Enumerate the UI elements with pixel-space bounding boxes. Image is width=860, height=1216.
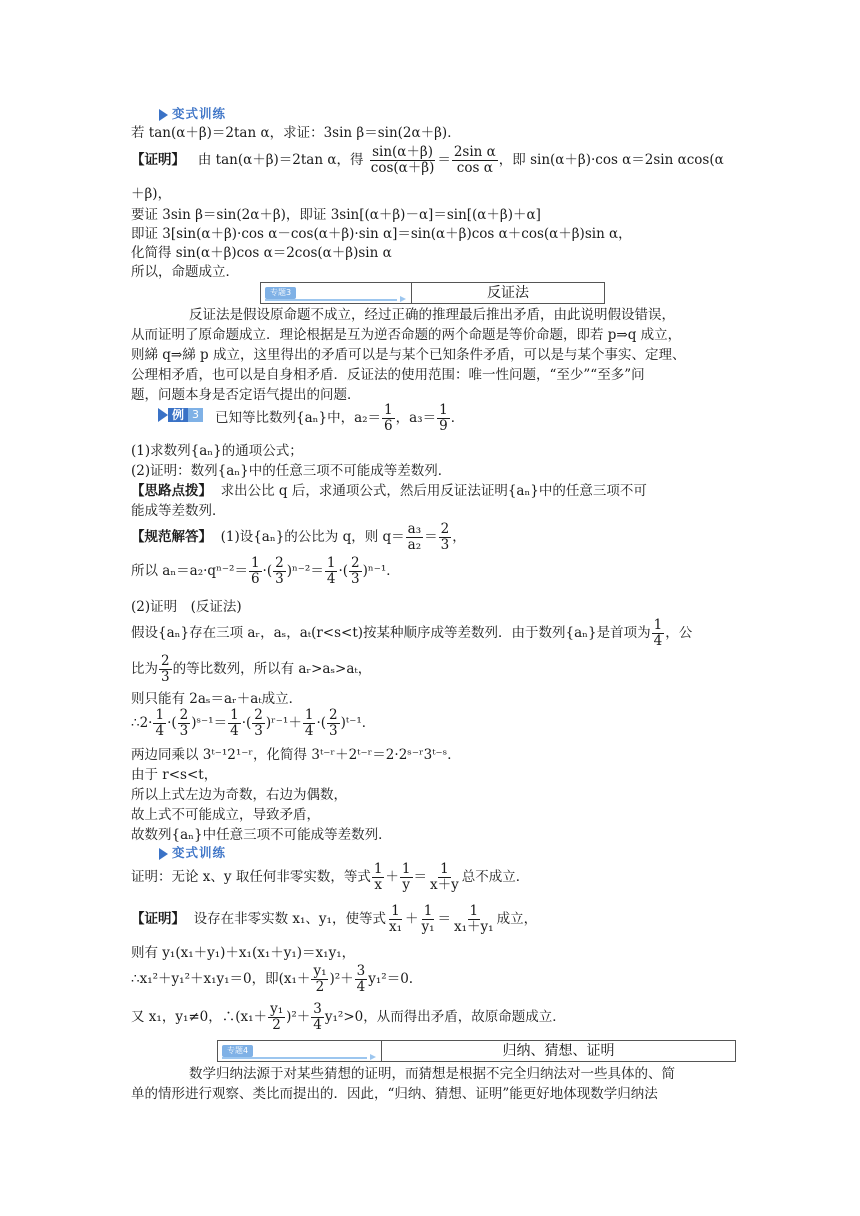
section3-para-line2: 从而证明了原命题成立．理论根据是互为逆否命题的两个命题是等价命题，即若 p⇒q 成立， bbox=[131, 327, 682, 343]
exercise1-proof-line5: 化简得 sin(α＋β)cos α＝2cos(α＋β)sin α bbox=[131, 245, 392, 261]
fraction: $\frac{\text{2sin α}}{\text{cos α}}$ bbox=[453, 144, 496, 176]
example3-proof-line8: 故上式不可能成立，导致矛盾， bbox=[131, 807, 320, 823]
triangle-marker-icon bbox=[159, 109, 168, 121]
fraction: $\frac{\sin(\alpha+\beta)}{\cos(\alpha+\beta)}$ bbox=[370, 144, 435, 176]
exercise2-problem: 证明：无论 x、y 取任何非零实数，等式 $\frac{1}{x}$ ＋ $\frac{1}{y}$ ＝ $\frac{1}{x+y}$ 总不成立． bbox=[131, 861, 530, 893]
example3-label: 例 3 bbox=[158, 408, 203, 422]
exercise2-proof-line4: 又 x₁，y₁≠0，∴(x₁＋ $\frac{\text{y₁}}{2}$ )²＋ $\frac{3}{4}$ y₁²>0，从而得出矛盾，故原命题成立． bbox=[131, 1001, 566, 1033]
exercise1-proof-line3: 要证 3sin β＝sin(2α＋β)，即证 3sin[(α＋β)－α]＝sin[(α＋β)＋α] bbox=[131, 207, 541, 223]
example3-proof-line1: 假设{aₙ}存在三项 aᵣ，aₛ，aₜ(r<s<t)按某种顺序成等差数列．由于数列{aₙ}是首项为 $\frac{1}{4}$ ，公 bbox=[131, 617, 693, 649]
example3-solution-line1: 【规范解答】 (1)设{aₙ}的公比为 q，则 q＝ $\frac{\text{a₃}}{\text{a₂}}$ ＝ $\frac{2}{3}$ ， bbox=[131, 521, 466, 553]
section4-para-line1: 数学归纳法源于对某些猜想的证明，而猜想是根据不完全归纳法对一些具体的、简 bbox=[189, 1066, 675, 1082]
exercise1-proof-line1: 【证明】 由 tan(α＋β)＝2tan α，得 $\frac{\sin(\alpha+\beta)}{\cos(\alpha+\beta)}$ ＝ $\frac{\text{2sin α}}{\text{cos α}}$ ，即 sin(α＋β)·cos α＝2sin αcos(α bbox=[131, 144, 724, 176]
exercise2-proof-line1: 【证明】 设存在非零实数 x₁、y₁，使等式 $\frac{1}{\text{x₁}}$ ＋ $\frac{1}{\text{y₁}}$ ＝ $\frac{1}{\text{x₁＋y₁}}$ 成立， bbox=[131, 903, 538, 935]
section3-para-line3: 则綈 q⇒綈 p 成立，这里得出的矛盾可以是与某个已知条件矛盾，可以是与某个事实、定理、 bbox=[131, 347, 686, 363]
example3-proof-line6: 由于 r<s<t， bbox=[131, 767, 218, 783]
example3-proof-line4: ∴2· $\frac{1}{4}$ ·( $\frac{2}{3}$ )ˢ⁻¹＝ $\frac{1}{4}$ ·( $\frac{2}{3}$ )ʳ⁻¹＋ $\frac{1}{4}$ ·( $\frac{2}{3}$ )ᵗ⁻¹． bbox=[131, 707, 376, 739]
section3-para-line1: 反证法是假设原命题不成立，经过正确的推理最后推出矛盾，由此说明假设错误， bbox=[189, 307, 675, 323]
section3-banner bbox=[260, 282, 605, 304]
example3-hint-line1: 【思路点拨】 求出公比 q 后，求通项公式，然后用反证法证明{aₙ}中的任意三项不可 bbox=[131, 483, 647, 499]
exercise1-proof-line2: ＋β)， bbox=[131, 186, 172, 202]
section3-para-line5: 题，问题本身是否定语气提出的问题． bbox=[131, 387, 361, 403]
example3-proof-heading: (2)证明 (反证法) bbox=[131, 599, 242, 615]
example3-proof-line5: 两边同乘以 3ᵗ⁻¹2¹⁻ʳ，化简得 3ᵗ⁻ʳ＋2ᵗ⁻ʳ＝2·2ˢ⁻ʳ3ᵗ⁻ˢ． bbox=[131, 747, 461, 763]
arrow-icon bbox=[400, 296, 406, 302]
section3-title: 反证法 bbox=[487, 284, 529, 301]
exercise1-proof-line6: 所以，命题成立． bbox=[131, 264, 239, 280]
triangle-marker-icon bbox=[158, 408, 168, 422]
variant-training-label-2: 变式训练 bbox=[159, 846, 226, 861]
exercise2-proof-line3: ∴x₁²＋y₁²＋x₁y₁＝0，即(x₁＋ $\frac{\text{y₁}}{2}$ )²＋ $\frac{3}{4}$ y₁²＝0. bbox=[131, 963, 414, 995]
example3-solution-line2: 所以 aₙ＝a₂·qⁿ⁻²＝ $\frac{1}{6}$ ·( $\frac{2}{3}$ )ⁿ⁻²＝ $\frac{1}{4}$ ·( $\frac{2}{3}$ )ⁿ⁻¹． bbox=[131, 555, 400, 587]
example3-question1: (1)求数列{aₙ}的通项公式； bbox=[131, 443, 303, 459]
section4-para-line2: 单的情形进行观察、类比而提出的．因此，“归纳、猜想、证明”能更好地体现数学归纳法 bbox=[131, 1086, 658, 1102]
example3-hint-line2: 能成等差数列． bbox=[131, 503, 226, 519]
section4-banner bbox=[217, 1040, 736, 1062]
section4-title: 归纳、猜想、证明 bbox=[502, 1042, 615, 1059]
triangle-marker-icon bbox=[159, 848, 168, 860]
section3-para-line4: 公理相矛盾，也可以是自身相矛盾．反证法的使用范围：唯一性问题，“至少”“至多”问 bbox=[131, 367, 645, 383]
exercise2-proof-line2: 则有 y₁(x₁＋y₁)＋x₁(x₁＋y₁)＝x₁y₁， bbox=[131, 945, 356, 961]
section4-badge: 专题4 bbox=[222, 1045, 253, 1057]
exercise1-proof-line4: 即证 3[sin(α＋β)·cos α－cos(α＋β)·sin α]＝sin(α＋β)cos α＋cos(α＋β)sin α， bbox=[131, 226, 632, 242]
variant-training-label-1: 变式训练 bbox=[159, 107, 226, 122]
example3-proof-line2: 比为 $\frac{2}{3}$ 的等比数列，所以有 aᵣ>aₛ>aₜ， bbox=[131, 653, 372, 685]
example3-proof-line7: 所以上式左边为奇数，右边为偶数， bbox=[131, 787, 347, 803]
example3-question2: (2)证明：数列{aₙ}中的任意三项不可能成等差数列． bbox=[131, 463, 452, 479]
example3-stem: 已知等比数列{aₙ}中，a₂＝ $\frac{1}{6}$ ，a₃＝ $\frac{1}{9}$ ． bbox=[215, 402, 465, 434]
section3-badge: 专题3 bbox=[265, 287, 296, 299]
example3-proof-line3: 则只能有 2aₛ＝aᵣ＋aₜ成立． bbox=[131, 691, 303, 707]
example3-proof-line9: 故数列{aₙ}中任意三项不可能成等差数列． bbox=[131, 827, 392, 843]
exercise1-problem: 若 tan(α＋β)＝2tan α，求证：3sin β＝sin(2α＋β)． bbox=[131, 125, 461, 141]
arrow-icon bbox=[370, 1054, 376, 1060]
